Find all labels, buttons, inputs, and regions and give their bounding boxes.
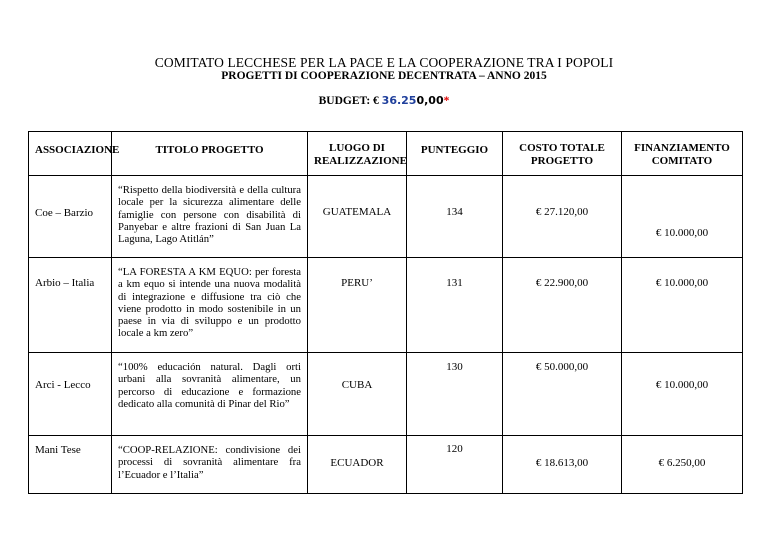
cell-costo: € 50.000,00 bbox=[503, 353, 622, 436]
cell-associazione: Arbio – Italia bbox=[29, 258, 112, 353]
col-header-luogo: LUOGO DI REALIZZAZIONE bbox=[308, 132, 407, 176]
cell-punteggio: 134 bbox=[407, 176, 503, 258]
cell-associazione: Mani Tese bbox=[29, 436, 112, 494]
table-row bbox=[29, 436, 743, 494]
cell-titolo: “100% educación natural. Dagli orti urbani alla sovranità alimentare, un percorso di educazione e formazione dedicato alla comunità di Pinar del Rio” bbox=[112, 353, 308, 436]
col-header-finanziamento: FINANZIAMENTO COMITATO bbox=[622, 132, 743, 176]
cell-associazione: Coe – Barzio bbox=[29, 176, 112, 258]
page-title: COMITATO LECCHESE PER LA PACE E LA COOPERAZIONE TRA I POPOLI bbox=[154, 55, 614, 70]
cell-luogo: CUBA bbox=[308, 353, 407, 436]
budget-rest: 0,00 bbox=[416, 94, 444, 107]
cell-titolo: “Rispetto della biodiversità e della cultura locale per la sicurezza alimentare delle famiglie con persone con disabilità di Panyebar e altre frazioni di San Juan La Laguna, Lago Atitlán” bbox=[112, 176, 308, 258]
cell-punteggio: 130 bbox=[407, 353, 503, 436]
budget-label: BUDGET: € bbox=[318, 95, 379, 107]
cell-finanziamento: € 10.000,00 bbox=[622, 176, 743, 258]
cell-punteggio: 120 bbox=[407, 436, 503, 494]
page-subtitle: PROGETTI DI COOPERAZIONE DECENTRATA – ANNO 2015 bbox=[221, 70, 547, 82]
table-row bbox=[29, 176, 743, 258]
col-header-titolo: TITOLO PROGETTO bbox=[112, 132, 308, 176]
budget-asterisk: * bbox=[443, 95, 450, 107]
cell-luogo: ECUADOR bbox=[308, 436, 407, 494]
cell-associazione: Arci - Lecco bbox=[29, 353, 112, 436]
cell-luogo: GUATEMALA bbox=[308, 176, 407, 258]
col-header-costo: COSTO TOTALE PROGETTO bbox=[503, 132, 622, 176]
cell-titolo: “LA FORESTA A KM EQUO: per foresta a km equo si intende una nuova modalità di integrazione e diffusione tra ciò che viene prodotto in modo sostenibile in un paese in via di sviluppo e un prodotto locale a km zero” bbox=[112, 258, 308, 353]
budget-number: 36.25 bbox=[381, 94, 417, 107]
table-row bbox=[29, 353, 743, 436]
cell-luogo: PERU’ bbox=[308, 258, 407, 353]
col-header-associazione: ASSOCIAZIONE bbox=[29, 132, 112, 176]
cell-finanziamento: € 6.250,00 bbox=[622, 436, 743, 494]
col-header-punteggio: PUNTEGGIO bbox=[407, 132, 503, 176]
table-header-row bbox=[29, 132, 743, 176]
projects-table bbox=[28, 131, 743, 494]
cell-finanziamento: € 10.000,00 bbox=[622, 258, 743, 353]
cell-titolo: “COOP-RELAZIONE: condivisione dei processi di sovranità alimentare fra l’Ecuador e l’Italia” bbox=[112, 436, 308, 494]
table-row bbox=[29, 258, 743, 353]
budget-line bbox=[0, 94, 768, 107]
cell-costo: € 27.120,00 bbox=[503, 176, 622, 258]
cell-costo: € 18.613,00 bbox=[503, 436, 622, 494]
cell-costo: € 22.900,00 bbox=[503, 258, 622, 353]
cell-finanziamento: € 10.000,00 bbox=[622, 353, 743, 436]
cell-punteggio: 131 bbox=[407, 258, 503, 353]
